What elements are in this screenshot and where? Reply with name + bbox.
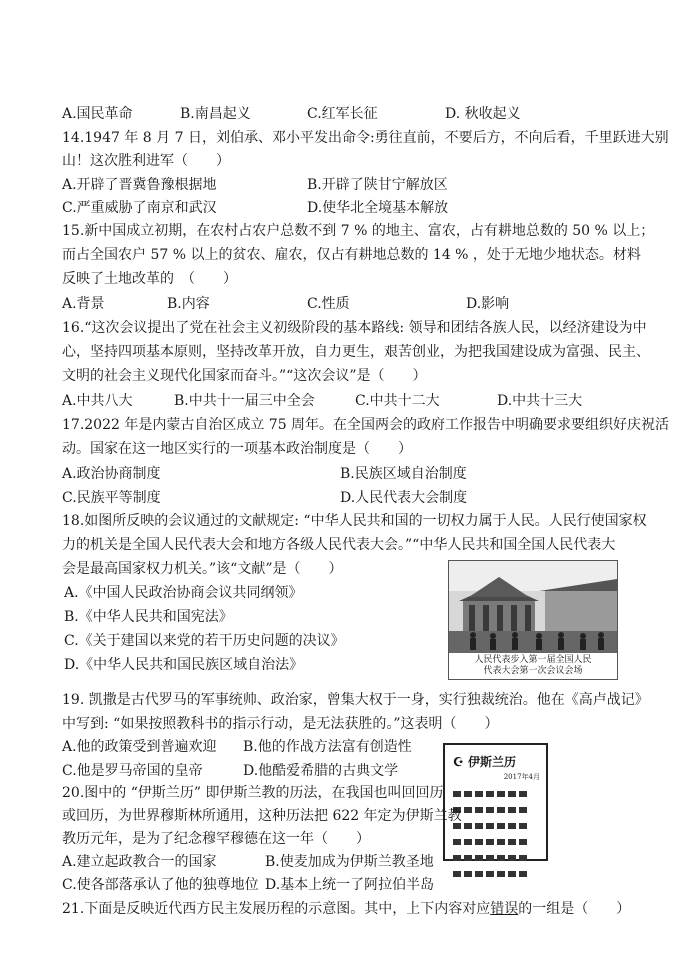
crescent-icon: ☪ xyxy=(453,755,464,769)
q19-option-d: D.他酷爱希腊的古典文学 xyxy=(243,763,399,779)
q20-option-a: A.建立起政教合一的国家 xyxy=(62,854,217,870)
calendar-date: 2017年4月 xyxy=(503,773,540,781)
photo-caption-line1: 人民代表步入第一届全国人民 xyxy=(474,655,592,665)
q15-stem-line2: 而占全国农户 57 % 以上的贫农、雇农，仅占有耕地总数的 14 % ，处于无地少地状态。材料 xyxy=(62,247,641,263)
q14-option-a: A.开辟了晋冀鲁豫根据地 xyxy=(62,177,217,193)
q15-option-a: A.背景 xyxy=(62,296,105,312)
q20-option-d: D.基本上统一了阿拉伯半岛 xyxy=(265,877,435,893)
q16-option-d: D.中共十三大 xyxy=(497,393,583,409)
q21-stem xyxy=(62,899,630,919)
q14-stem-line1: 14.1947 年 8 月 7 日，刘伯承、邓小平发出命令:勇往直前，不要后方，不向后看，千里跃进大别 xyxy=(62,130,669,146)
q19-stem-line2: 中写到: “如果按照教科书的指示行动，是无法获胜的。”这表明（ ） xyxy=(62,716,499,732)
q14-option-d: D.使华北全境基本解放 xyxy=(307,200,449,216)
q13-option-a: A.国民革命 xyxy=(62,106,133,122)
q15-option-d: D.影响 xyxy=(466,296,510,312)
congress-hall-photo xyxy=(448,560,618,680)
q18-option-d: D.《中华人民共和国民族区域自治法》 xyxy=(64,657,304,673)
q20-option-c: C.使各部落承认了他的独尊地位 xyxy=(62,877,259,893)
photo-caption xyxy=(449,655,617,677)
q13-option-c: C.红军长征 xyxy=(307,106,378,122)
q16-option-c: C.中共十二大 xyxy=(355,393,440,409)
q19-option-c: C.他是罗马帝国的皇帝 xyxy=(62,763,203,779)
q18-stem-line3: 会是最高国家权力机关。”该“文献”是（ ） xyxy=(62,561,343,577)
q16-stem-line3: 文明的社会主义现代化国家而奋斗。”“这次会议”是（ ） xyxy=(62,368,427,384)
q19-option-a: A.他的政策受到普遍欢迎 xyxy=(62,739,217,755)
q13-option-d: D. 秋收起义 xyxy=(445,106,521,122)
q15-stem-line1: 15.新中国成立初期，在农村占农户总数不到 7 % 的地主、富农，占有耕地总数的 50 % 以上； xyxy=(62,223,655,239)
q20-option-b: B.使麦加成为伊斯兰教圣地 xyxy=(265,854,434,870)
q16-stem-line1: 16.“这次会议提出了党在社会主义初级阶段的基本路线: 领导和团结各族人民，以经济建设为中 xyxy=(62,320,647,336)
q16-stem-line2: 心，坚持四项基本原则，坚持改革开放，自力更生，艰苦创业，为把我国建设成为富强、民主、 xyxy=(62,344,650,360)
calendar-grid xyxy=(453,785,539,881)
q19-option-b: B.他的作战方法富有创造性 xyxy=(243,739,412,755)
q21-stem-emphasis: 错误 xyxy=(490,901,519,917)
q21-stem-pre: 21.下面是反映近代西方民主发展历程的示意图。其中，上下内容对应 xyxy=(62,901,491,917)
q15-stem-line3: 反映了土地改革的 （ ） xyxy=(62,271,237,287)
q16-option-b: B.中共十一届三中全会 xyxy=(174,393,315,409)
q17-stem-line1: 17.2022 年是内蒙古自治区成立 75 周年。在全国两会的政府工作报告中明确要求要组织好庆祝活 xyxy=(62,417,670,433)
q17-option-b: B.民族区域自治制度 xyxy=(340,466,467,482)
calendar-title: ☪ 伊斯兰历 xyxy=(453,755,516,769)
q14-option-c: C.严重威胁了南京和武汉 xyxy=(62,200,217,216)
q17-option-d: D.人民代表大会制度 xyxy=(340,490,468,506)
islamic-calendar-image xyxy=(443,743,548,861)
hall-illustration xyxy=(449,561,617,653)
q18-option-b: B.《中华人民共和国宪法》 xyxy=(64,609,233,625)
q17-stem-line2: 动。国家在这一地区实行的一项基本政治制度是（ ） xyxy=(62,441,412,457)
q14-option-b: B.开辟了陕甘宁解放区 xyxy=(307,177,448,193)
q21-stem-post: 的一组是（ ） xyxy=(518,901,631,917)
q16-option-a: A.中共八大 xyxy=(62,393,133,409)
q20-stem-line2: 或回历，为世界穆斯林所通用，这种历法把 622 年定为伊斯兰教 xyxy=(62,808,462,824)
q15-option-b: B.内容 xyxy=(167,296,210,312)
q20-stem-line3: 教历元年，是为了纪念穆罕穆德在这一年（ ） xyxy=(62,831,370,847)
q17-option-c: C.民族平等制度 xyxy=(62,490,161,506)
q18-option-c: C.《关于建国以来党的若干历史问题的决议》 xyxy=(64,633,345,649)
q14-stem-line2: 山！这次胜利进军（ ） xyxy=(62,153,230,169)
q19-stem-line1: 19. 凯撒是古代罗马的军事统帅、政治家，曾集大权于一身，实行独裁统治。他在《高卢战记》 xyxy=(62,692,649,708)
q17-option-a: A.政治协商制度 xyxy=(62,466,161,482)
q18-stem-line1: 18.如图所反映的会议通过的文献规定: “中华人民共和国的一切权力属于人民。人民行使国家权 xyxy=(62,513,647,529)
q18-option-a: A.《中国人民政治协商会议共同纲领》 xyxy=(64,585,303,601)
photo-caption-line2: 代表大会第一次会议会场 xyxy=(483,666,583,676)
q20-stem-line1: 20.图中的 “伊斯兰历” 即伊斯兰教的历法，在我国也叫回回历 xyxy=(62,785,444,801)
q13-option-b: B.南昌起义 xyxy=(180,106,251,122)
q18-stem-line2: 力的机关是全国人民代表大会和地方各级人民代表大会。”“中华人民共和国全国人民代表大 xyxy=(62,537,616,553)
q15-option-c: C.性质 xyxy=(307,296,350,312)
